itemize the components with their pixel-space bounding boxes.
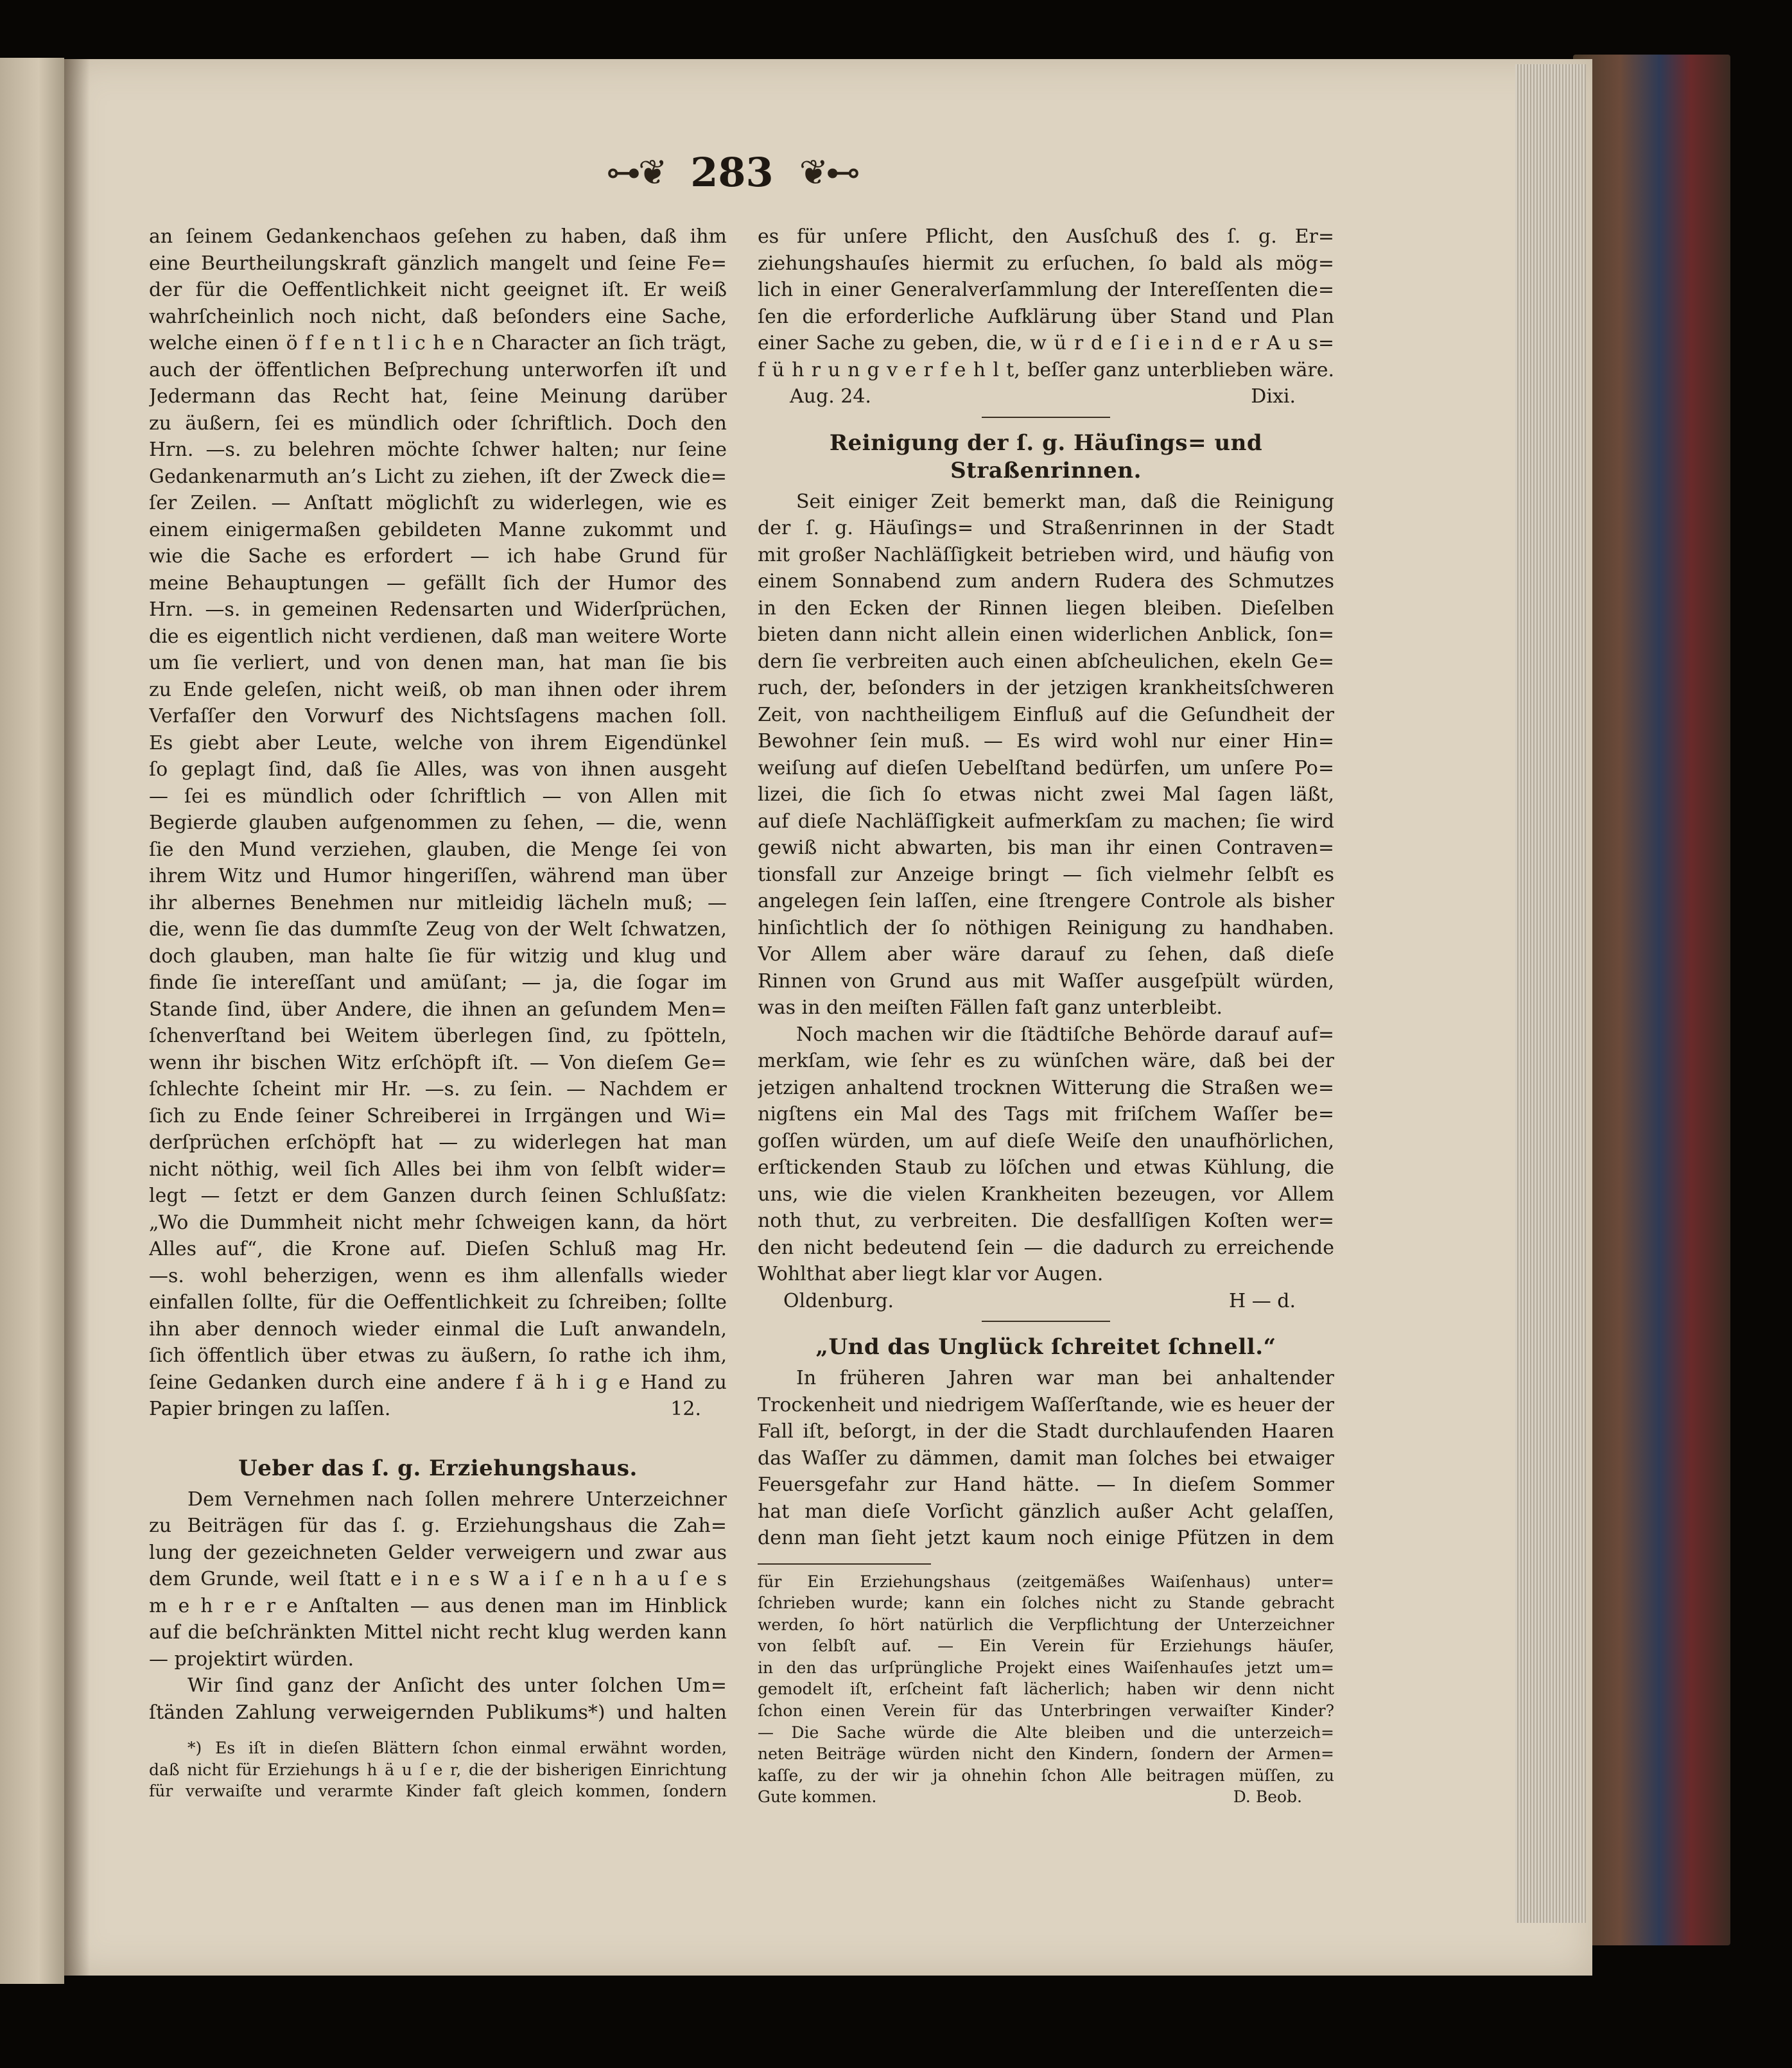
text-line: zu Ende geleſen, nicht weiß, ob man ihnen oder ihrem [149,678,727,701]
ornament-left-icon: ⊶❦ [606,152,665,193]
signature-line [758,383,1334,410]
text-line: dern ſie verbreiten auch einen abſcheulichen, ekeln Ge= [758,650,1334,673]
footnote-divider [758,1563,931,1565]
right-article-continuation [758,223,1334,410]
footnote-line: *) Es iſt in dieſen Blättern ſchon einmal erwähnt worden, [187,1739,727,1757]
text-line: wahrſcheinlich noch nicht, daß beſonders eine Sache, [149,305,727,328]
text-line: einfallen ſollte, für die Oeffentlichkeit zu ſchreiben; ſollte [149,1291,727,1314]
text-line: uns, wie die vielen Krankheiten bezeugen, vor Allem [758,1183,1334,1206]
text-line: gewiß nicht abwarten, bis man ihr einen Contraven= [758,837,1334,859]
footnote-line: daß nicht für Erziehungs h ä u ſ e r, die der bisherigen Einrichtung [149,1760,727,1779]
text-line: Stande ſind, über Andere, die ihnen an geſundem Men= [149,998,727,1021]
text-line: ſchenverſtand bei Weitem überlegen ſind, zu ſpötteln, [149,1025,727,1047]
text-line: ziehungshauſes hiermit zu erſuchen, ſo bald als mög= [758,252,1334,275]
footnote-line: für Ein Erziehungshaus (zeitgemäßes Waiſenhaus) unter= [758,1572,1334,1591]
place-name: Oldenburg. [783,1289,894,1312]
text-line: derſprüchen erſchöpft hat — zu widerlegen hat man [149,1131,727,1154]
text-line: ſen die erforderliche Aufklärung über Stand und Plan [758,305,1334,328]
footnote-right [758,1571,1334,1809]
text-line: hat man dieſe Vorſicht gänzlich außer Acht gelaſſen, [758,1500,1334,1523]
page-number: 283 [690,148,774,196]
text-line: um ſie verliert, und von denen man, hat man ſie bis [149,652,727,674]
text-line: Rinnen von Grund aus mit Waſſer ausgeſpült würden, [758,969,1334,993]
article-erziehungshaus [149,1486,727,1726]
text-line: tionsfall zur Anzeige bringt — ſich vielmehr ſelbſt es [758,863,1334,886]
text-line: welche einen ö f f e n t l i c h e n Character an ſich trägt, [149,332,727,354]
text-line: Alles auf“, die Krone auf. Dieſen Schluß mag Hr. [149,1238,727,1260]
text-line: doch glauben, man halte ſie für witzig und klug und [149,944,727,968]
text-line: die es eigentlich nicht verdienen, daß man weitere Worte [149,625,727,648]
text-line: Trockenheit und niedrigem Waſſerſtande, wie es heuer der [758,1393,1334,1416]
text-line: Hrn. —s. zu belehren möchte ſchwer halten; nur ſeine [149,439,727,461]
text-line: legt — ſetzt er dem Ganzen durch ſeinen Schlußſatz: [149,1185,727,1207]
text-line: — projektirt würden. [149,1647,354,1671]
text-line: Begierde glauben aufgenommen zu ſehen, — die, wenn [149,812,727,834]
text-line: an ſeinem Gedankenchaos geſehen zu haben, daß ihm [149,225,727,248]
text-line: ſeine Gedanken durch eine andere f ä h i g e Hand zu [149,1371,727,1394]
text-line: zu äußern, ſei es mündlich oder ſchriftlich. Doch den [149,412,727,435]
text-line: lich in einer Generalverſammlung der Intereſſenten die= [758,279,1334,301]
text-line: das Waſſer zu dämmen, damit man ſolches bei etwaiger [758,1447,1334,1470]
article-divider [982,417,1110,418]
text-line: Bewohner ſein muß. — Es wird wohl nur einer Hin= [758,730,1334,752]
text-line: ruch, der, beſonders in der jetzigen krankheitsſchweren [758,677,1334,699]
text-line: ſo geplagt ſind, daß ſie Alles, was von ihnen ausgeht [149,758,727,781]
text-line: — ſei es mündlich oder ſchriftlich — von Allen mit [149,785,727,808]
text-line: noth thut, zu verbreiten. Die desfallſigen Koſten wer= [758,1210,1334,1232]
text-line: denn man ſieht jetzt kaum noch einige Pfützen in dem [758,1527,1334,1549]
text-line: m e h r e r e Anſtalten — aus denen man im Hinblick [149,1594,727,1617]
text-line: finde ſie intereſſant und amüſant; — ja, die ſogar im [149,971,727,994]
text-line: bieten dann nicht allein einen widerlichen Anblick, ſon= [758,623,1334,646]
text-line: einem Sonnabend zum andern Rudera des Schmutzes [758,570,1334,593]
right-column [758,223,1334,1808]
text-line: —s. wohl beherzigen, wenn es ihm allenfalls wieder [149,1264,727,1287]
article-title-erziehungshaus: Ueber das ſ. g. Erziehungshaus. [238,1455,638,1481]
text-line: Feuersgefahr zur Hand hätte. — In dieſem Sommer [758,1473,1334,1496]
text-line: nigſtens ein Mal des Tags mit friſchem Waſſer be= [758,1103,1334,1125]
text-line: Hrn. —s. in gemeinen Redensarten und Widerſprüchen, [149,598,727,621]
text-line: mit großer Nachläſſigkeit betrieben wird, und häufig von [758,543,1334,566]
text-line: angelegen ſein laſſen, eine ſtrengere Controle als bisher [758,890,1334,912]
title-line: Straßenrinnen. [950,457,1142,483]
left-column [149,223,727,1802]
text-line: ſchlechte ſcheint mir Hr. —s. zu ſein. — Nachdem er [149,1078,727,1100]
page-header [578,146,886,198]
text-line: ſie den Mund verziehen, glauben, die Menge ſei von [149,838,727,861]
article-date: Aug. 24. [790,385,871,408]
text-line: Verfaſſer den Vorwurf des Nichtsſagens machen ſoll. [149,705,727,727]
author-signature: D. Beob. [1233,1787,1302,1807]
text-line: eine Beurtheilungskraft gänzlich mangelt und ſeine Fe= [149,252,727,275]
footnote-left [149,1737,727,1802]
text-line: ihr albernes Benehmen nur mitleidig lächeln muß; — [149,891,727,914]
text-line: jetzigen anhaltend trocknen Witterung die Straßen we= [758,1076,1334,1099]
gutter-shadow [64,59,90,1976]
footnote-line: für verwaiſte und verarmte Kinder faſt gleich kommen, ſondern [149,1782,727,1801]
text-line: ſich öffentlich über etwas zu äußern, ſo rathe ich ihm, [149,1344,727,1367]
text-line: meine Behauptungen — gefällt ſich der Humor des [149,571,727,595]
text-line: der ſ. g. Häuſings= und Straßenrinnen in der Stadt [758,517,1334,539]
text-line: Wir ſind ganz der Anſicht des unter ſolchen Um= [187,1674,727,1697]
text-line: hinſichtlich der ſo nöthigen Reinigung zu handhaben. [758,916,1334,939]
text-line: Seit einiger Zeit bemerkt man, daß die Reinigung [796,490,1334,513]
text-line: nicht nöthig, weil ſich Alles bei ihm von ſelbſt wider= [149,1158,727,1181]
author-signature: Dixi. [1251,385,1296,408]
footnote-line: ſchon einen Verein für das Unterbringen verwaiſter Kinder? [758,1701,1334,1721]
signature-line [758,1288,1334,1315]
text-line: „Wo die Dummheit nicht mehr ſchweigen kann, da hört [149,1211,727,1234]
ornament-right-icon: ❦⊷ [799,152,858,193]
text-line: Zeit, von nachtheiligem Einfluß auf die Geſundheit der [758,703,1334,726]
text-line: ihrem Witz und Humor hingeriſſen, während man über [149,865,727,887]
signature-line [149,1396,727,1423]
footnote-line: kaſſe, zu der wir ja ohnehin ſchon Alle beitragen müſſen, zu [758,1766,1334,1785]
book-cover [1573,55,1730,1945]
text-line: auf dieſe Nachläſſigkeit aufmerkſam zu machen; ſie wird [758,810,1334,833]
article-unglueck [758,1365,1334,1552]
text-line: einem einigermaßen gebildeten Manne zukommt und [149,518,727,541]
article-reinigung [758,489,1334,1315]
text-line: Dem Vernehmen nach ſollen mehrere Unterzeichner [187,1488,727,1511]
text-line: Noch machen wir die ſtädtiſche Behörde darauf auf= [796,1023,1334,1046]
text-line: ihn aber dennoch wieder einmal die Luſt anwandeln, [149,1317,727,1341]
previous-page-edge [0,58,64,1984]
closing-text: Gute kommen. [758,1787,877,1807]
text-line: ſich zu Ende ſeiner Schreiberei in Irrgängen und Wi= [149,1104,727,1127]
text-line: weiſung auf dieſen Uebelſtand bedürfen, um unſere Po= [758,756,1334,779]
article-title-unglueck: „Und das Unglück ſchreitet ſchnell.“ [815,1334,1276,1360]
text-line: goſſen würden, um auf dieſe Weiſe den unaufhörlichen, [758,1129,1334,1152]
text-line: Fall iſt, beſorgt, in der die Stadt durchlaufenden Haaren [758,1420,1334,1443]
text-line: den nicht bedeutend ſein — die dadurch zu erreichende [758,1236,1334,1259]
text-line: f ü h r u n g v e r f e h l t, beſſer ganz unterblieben wäre. [758,358,1334,381]
title-line: Reinigung der ſ. g. Häuſings= und [829,430,1263,456]
text-line: in den Ecken der Rinnen liegen bleiben. Dieſelben [758,596,1334,620]
signature-line [758,1786,1334,1808]
footnote-line: gemodelt iſt, erſcheint faſt lächerlich; haben wir denn nicht [758,1680,1334,1699]
footnote-line: ſchrieben wurde; kann ein ſolches nicht zu Stande gebracht [758,1594,1334,1613]
text-line: lung der gezeichneten Gelder verweigern und zwar aus [149,1541,727,1564]
text-line: Gedankenarmuth an’s Licht zu ziehen, iſt der Zweck die= [149,465,727,488]
text-line: was in den meiſten Fällen faſt ganz unterbleibt. [758,996,1222,1019]
text-line: es für unſere Pflicht, den Ausſchuß des ſ. g. Er= [758,225,1334,248]
article-title-reinigung [758,430,1334,485]
text-line: ſer Zeilen. — Anſtatt möglichſt zu widerlegen, wie es [149,492,727,514]
text-line: auch der öffentlichen Beſprechung unterworfen iſt und [149,358,727,381]
text-line: wie die Sache es erfordert — ich habe Grund für [149,545,727,568]
text-line: lizei, die ſich ſo etwas nicht zwei Mal ſagen läßt, [758,783,1334,806]
text-line: ſtänden Zahlung verweigernden Publikums*) und halten [149,1701,727,1724]
text-line: Wohlthat aber liegt klar vor Augen. [758,1263,1104,1285]
left-article-continuation [149,223,727,1423]
footnote-line: neten Beiträge würden nicht den Kindern, ſondern der Armen= [758,1744,1334,1764]
text-line: die, wenn ſie das dummſte Zeug von der Welt ſchwatzen, [149,918,727,941]
article-divider [982,1321,1110,1322]
page-fore-edge [1515,64,1586,1923]
text-line: In früheren Jahren war man bei anhaltender [796,1367,1334,1389]
text-line: erſtickenden Staub zu löſchen und etwas Kühlung, die [758,1156,1334,1179]
author-signature: 12. [670,1398,701,1420]
text-line: dem Grunde, weil ſtatt e i n e s W a i ſ e n h a u ſ e s [149,1568,727,1590]
text-line: einer Sache zu geben, die, w ü r d e ſ i e i n d e r A u s= [758,332,1334,354]
author-signature: H — d. [1229,1289,1296,1312]
text-line: zu Beiträgen für das ſ. g. Erziehungshaus die Zah= [149,1515,727,1537]
text-line: Jedermann das Recht hat, ſeine Meinung darüber [149,385,727,408]
text-line: Es giebt aber Leute, welche von ihrem Eigendünkel [149,731,727,754]
footnote-line: in den das urſprüngliche Projekt eines Waiſenhauſes jetzt um= [758,1658,1334,1677]
text-line: merkſam, wie ſehr es zu wünſchen wäre, daß bei der [758,1050,1334,1072]
footnote-line: von ſelbſt auf. — Ein Verein für Erziehungs häuſer, [758,1637,1334,1656]
text-line: wenn ihr bischen Witz erſchöpft iſt. — Von dieſem Ge= [149,1051,727,1074]
footnote-line: werden, ſo hört natürlich die Verpflichtung der Unterzeichner [758,1615,1334,1634]
closing-text: Papier bringen zu laſſen. [149,1398,391,1420]
footnote-line: — Die Sache würde die Alte bleiben und die unterzeich= [758,1723,1334,1742]
text-line: der für die Oeffentlichkeit nicht geeignet iſt. Er weiß [149,279,727,301]
text-line: Vor Allem aber wäre darauf zu ſehen, daß dieſe [758,943,1334,966]
text-line: auf die beſchränkten Mittel nicht recht klug werden kann [149,1621,727,1644]
